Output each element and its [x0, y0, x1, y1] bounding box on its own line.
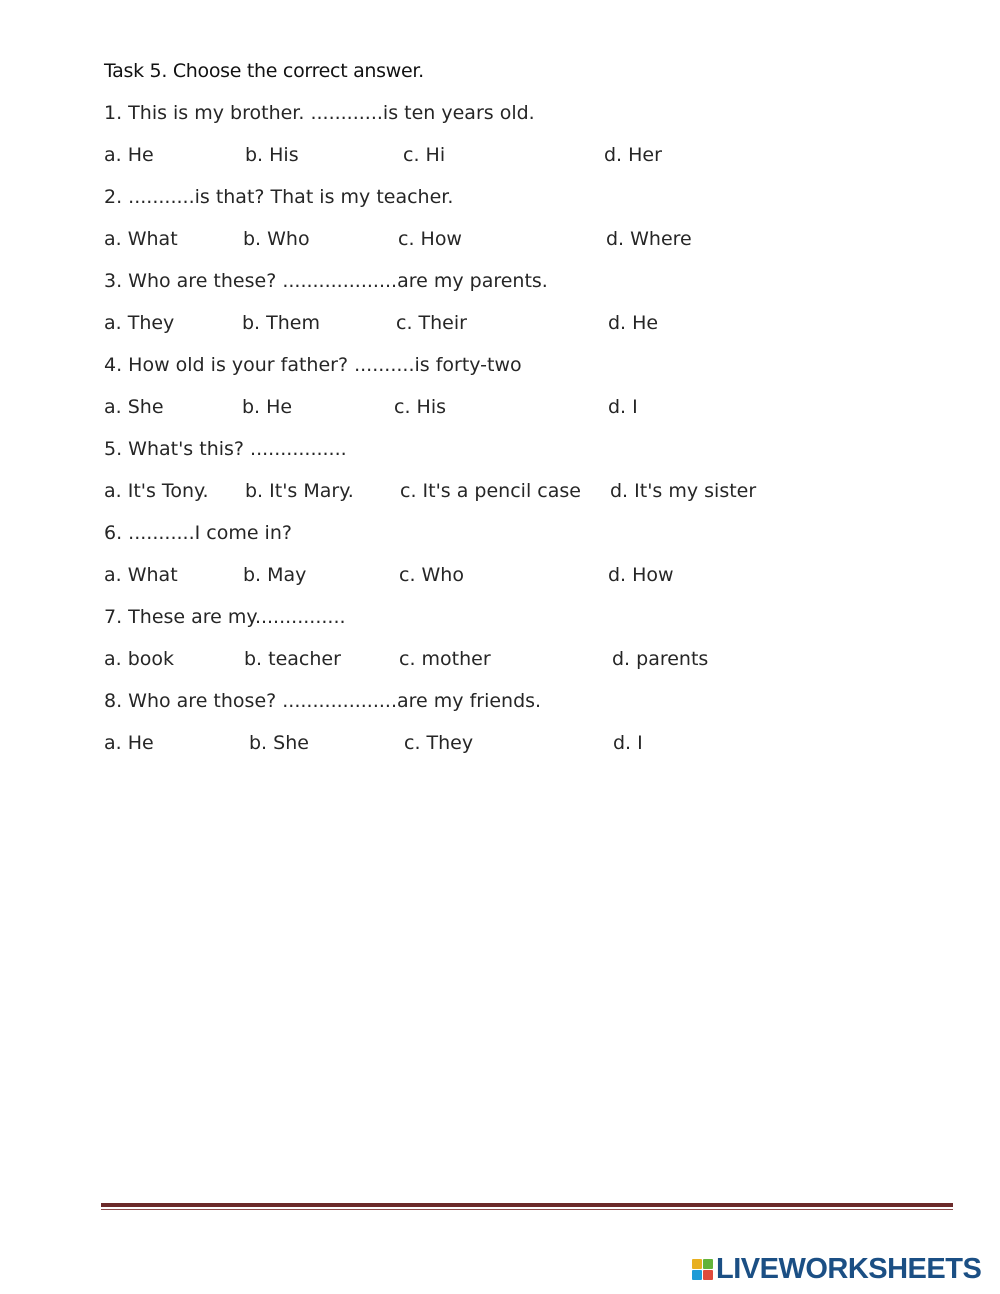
- footer-divider-thin: [101, 1209, 953, 1210]
- question-8-option-d: d. I: [613, 732, 643, 754]
- question-3-option-b: b. Them: [242, 312, 320, 334]
- question-5-option-d: d. It's my sister: [610, 480, 757, 502]
- question-4-option-b: b. He: [242, 396, 293, 418]
- question-1-option-b: b. His: [245, 144, 299, 166]
- question-3-text: 3. Who are these? ...................are my parents.: [104, 270, 548, 292]
- question-2-option-d: d. Where: [606, 228, 692, 250]
- question-3-option-c: c. Their: [396, 312, 467, 334]
- question-6-option-c: c. Who: [399, 564, 464, 586]
- question-8-text: 8. Who are those? ...................are my friends.: [104, 690, 542, 712]
- question-1-option-d: d. Her: [604, 144, 662, 166]
- question-5-option-c: c. It's a pencil case: [400, 480, 581, 502]
- question-7-option-a: a. book: [104, 648, 175, 670]
- question-1-option-a: a. He: [104, 144, 154, 166]
- question-7-text: 7. These are my...............: [104, 606, 346, 628]
- question-4-option-c: c. His: [394, 396, 446, 418]
- question-7-option-c: c. mother: [399, 648, 491, 670]
- question-6-option-a: a. What: [104, 564, 178, 586]
- question-8-option-a: a. He: [104, 732, 154, 754]
- question-4-option-a: a. She: [104, 396, 164, 418]
- question-7-option-b: b. teacher: [244, 648, 341, 670]
- question-5-option-b: b. It's Mary.: [245, 480, 354, 502]
- question-8-option-c: c. They: [404, 732, 474, 754]
- logo-text: LIVEWORKSHEETS: [716, 1253, 982, 1285]
- question-3-option-d: d. He: [608, 312, 659, 334]
- question-5-option-a: a. It's Tony.: [104, 480, 209, 502]
- question-4-option-d: d. I: [608, 396, 638, 418]
- question-6-option-d: d. How: [608, 564, 674, 586]
- question-2-option-b: b. Who: [243, 228, 310, 250]
- question-5-text: 5. What's this? ................: [104, 438, 347, 460]
- question-7-option-d: d. parents: [612, 648, 709, 670]
- question-4-text: 4. How old is your father? ..........is forty-two: [104, 354, 522, 376]
- liveworksheets-logo-icon: [692, 1259, 713, 1280]
- question-6-text: 6. ...........I come in?: [104, 522, 292, 544]
- question-2-option-a: a. What: [104, 228, 178, 250]
- question-3-option-a: a. They: [104, 312, 175, 334]
- question-2-option-c: c. How: [398, 228, 462, 250]
- question-2-text: 2. ...........is that? That is my teacher.: [104, 186, 454, 208]
- footer-divider-thick: [101, 1203, 953, 1207]
- question-1-option-c: c. Hi: [403, 144, 446, 166]
- question-6-option-b: b. May: [243, 564, 307, 586]
- question-8-option-b: b. She: [249, 732, 309, 754]
- question-1-text: 1. This is my brother. ............is ten years old.: [104, 102, 535, 124]
- liveworksheets-logo: [692, 1254, 981, 1284]
- task-title: Task 5. Choose the correct answer.: [104, 60, 424, 82]
